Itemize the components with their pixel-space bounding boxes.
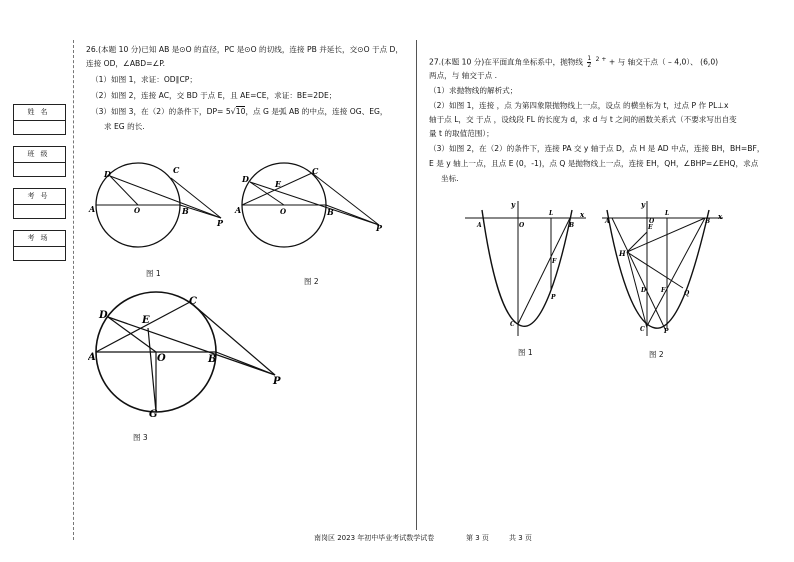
q27-sub2c: 量 t 的取值范围）； [429, 129, 494, 138]
fig1-label-p: P [217, 218, 224, 228]
fig5-label-h: H [619, 249, 626, 258]
q27-sub2b: 轴于点 L，交 于点 ，设线段 FL 的长度为 d，求 d 与 t 之间的函数关系式（不要求写出自变 [429, 115, 737, 124]
fig3-label-o: O [157, 353, 166, 364]
q27-frac-den: 2 [587, 62, 592, 70]
fig2-label-c: C [312, 166, 319, 176]
fig4-label-c: C [510, 321, 515, 328]
fig3-label-g: G [149, 409, 158, 420]
fig5-parabola [607, 210, 709, 328]
footer-title: 南岗区 2023 年初中毕业考试数学试卷 [314, 534, 435, 542]
fig3-label-a: A [88, 352, 96, 363]
fig1-line-do [110, 176, 138, 205]
fig5-label-o: O [649, 218, 655, 225]
class-box [13, 146, 66, 177]
fig2-label-o: O [280, 207, 287, 216]
fig2-label-d: D [242, 174, 249, 184]
fig2-label-a: A [235, 205, 242, 215]
fig3-label-e: E [142, 315, 150, 326]
fig5-label-y: y [641, 200, 646, 209]
q27-line1 [429, 55, 718, 69]
fig2-label-b: B [327, 207, 334, 217]
q27-sub3b: E 是 y 轴上一点，且点 E (0，-1)，点 Q 是抛物线上一点，连接 EH，QH，∠BHP=∠EHQ，求点 [429, 159, 759, 168]
q26-sub3-cont: 求 EG 的长. [104, 122, 145, 131]
fig1-line-dp [110, 176, 221, 218]
fig4-label-f: F [552, 258, 557, 265]
q26-sub3-radicand: 10 [235, 107, 246, 116]
q27-sub1: （1）求抛物线的解析式； [429, 86, 518, 95]
fig3-line-eg [148, 328, 156, 412]
fig5-label-e: E [648, 224, 653, 231]
q26-sub3-part1: （3）如图 3，在（2）的条件下，DP= 5 [91, 107, 231, 116]
q26-figure-1 [88, 160, 233, 255]
fig5-line-bh [627, 218, 705, 252]
q27-figure-2 [599, 196, 729, 341]
fig5-label-l: L [665, 210, 670, 217]
fig3-line-ac [96, 302, 190, 352]
q26-sub3-part2: ，点 G 是弧 AB 的中点，连接 OG、EG， [245, 107, 388, 116]
fig1-label-d: D [104, 169, 111, 179]
fig3-line-dp [108, 317, 275, 375]
fig5-line-he [627, 232, 647, 252]
q27-frac-num: 1 [587, 55, 592, 63]
name-label: 姓名 [27, 108, 54, 116]
q26-line1: 26.(本题 10 分)已知 AB 是⊙O 的直径，PC 是⊙O 的切线，连接 PB 并延长，交⊙O 于点 D， [86, 45, 403, 54]
fig1-label-b: B [182, 206, 189, 216]
exam-number-label: 考号 [27, 192, 54, 200]
q26-sub1: （1）如图 1，求证：OD∥CP； [91, 75, 197, 84]
fig2-line-bp [326, 205, 379, 225]
fig5-label-c: C [640, 326, 645, 333]
binding-line [73, 40, 74, 540]
q27-fraction [587, 56, 591, 69]
fig5-label-p: P [664, 328, 669, 335]
fig3-label-d: D [99, 310, 108, 321]
footer-total: 共 3 页 [509, 534, 532, 542]
fig2-label-e: E [275, 179, 282, 189]
fig4-label-x: x [580, 210, 585, 219]
q26-fig2-caption: 图 2 [304, 277, 319, 286]
fig4-label-o: O [519, 222, 525, 229]
fig4-label-l: L [549, 210, 554, 217]
fig3-label-c: C [189, 296, 197, 307]
q26-sub3: （3）如图 3，在（2）的条件下，DP= 5√10，点 G 是弧 AB 的中点，连接 OG、EG， [91, 107, 388, 116]
fig1-label-o: O [134, 206, 141, 215]
fig3-label-b: B [208, 354, 217, 365]
exam-room-label: 考场 [27, 234, 54, 242]
fig4-label-p: P [551, 294, 556, 301]
fig3-label-p: P [273, 376, 281, 387]
class-label: 班级 [27, 150, 54, 158]
q27-sub3c: 坐标. [441, 174, 459, 183]
fig5-label-f: F [661, 287, 666, 294]
q27-line2: 两点，与 轴交于点 . [429, 71, 497, 80]
fig5-label-q: Q [684, 290, 690, 297]
exam-number-box [13, 188, 66, 219]
name-box [13, 104, 66, 135]
q26-line2: 连接 OD，∠ABD=∠P. [86, 59, 166, 68]
footer-page: 第 3 页 [466, 534, 489, 542]
column-divider [416, 40, 417, 530]
fig3-line-bp [216, 352, 275, 375]
fig5-label-x: x [718, 212, 723, 221]
q26-sub2: （2）如图 2，连接 AC，交 BD 于点 E，且 AE=CE，求证：BE=2DE； [91, 91, 337, 100]
q27-sub2a: （2）如图 1，连接 ，点 为第四象限抛物线上一点，设点 的横坐标为 t，过点 P 作 PL⊥x [429, 101, 729, 110]
q27-figure-1 [462, 196, 592, 341]
q27-fig1-caption: 图 1 [518, 348, 533, 357]
fig1-label-a: A [89, 204, 96, 214]
q27-line1-part1: 27.(本题 10 分)在平面直角坐标系中，抛物线 [429, 57, 583, 67]
q27-sub3a: （3）如图 2，在（2）的条件下，连接 PA 交 y 轴于点 D，点 H 是 AD 中点，连接 BH，BH=BF， [429, 144, 765, 153]
exam-room-box [13, 230, 66, 261]
q26-figure-2 [232, 160, 392, 255]
fig1-label-c: C [173, 165, 180, 175]
q26-fig3-caption: 图 3 [133, 433, 148, 442]
fig1-line-cp [171, 178, 221, 218]
fig5-label-b: B [705, 218, 711, 225]
fig5-label-a: A [605, 218, 610, 225]
q26-figure-3 [88, 290, 288, 420]
fig2-line-dp [250, 182, 379, 225]
fig4-line-bc [518, 218, 570, 324]
fig3-line-cp [190, 302, 275, 375]
fig2-line-cp [312, 173, 379, 225]
fig4-label-y: y [511, 200, 516, 209]
q26-fig1-caption: 图 1 [146, 269, 161, 278]
fig4-label-b: B [569, 222, 575, 229]
fig4-label-a: A [477, 222, 482, 229]
q27-exponent: 2 + [595, 56, 607, 63]
q27-fig2-caption: 图 2 [649, 350, 664, 359]
q27-line1-part3: + 与 轴交于点（ – 4,0）、 (6,0) [608, 57, 719, 67]
fig5-line-bc [647, 218, 705, 326]
fig2-label-p: P [376, 223, 383, 233]
fig4-parabola [482, 210, 575, 326]
fig5-label-d: D [641, 287, 647, 294]
